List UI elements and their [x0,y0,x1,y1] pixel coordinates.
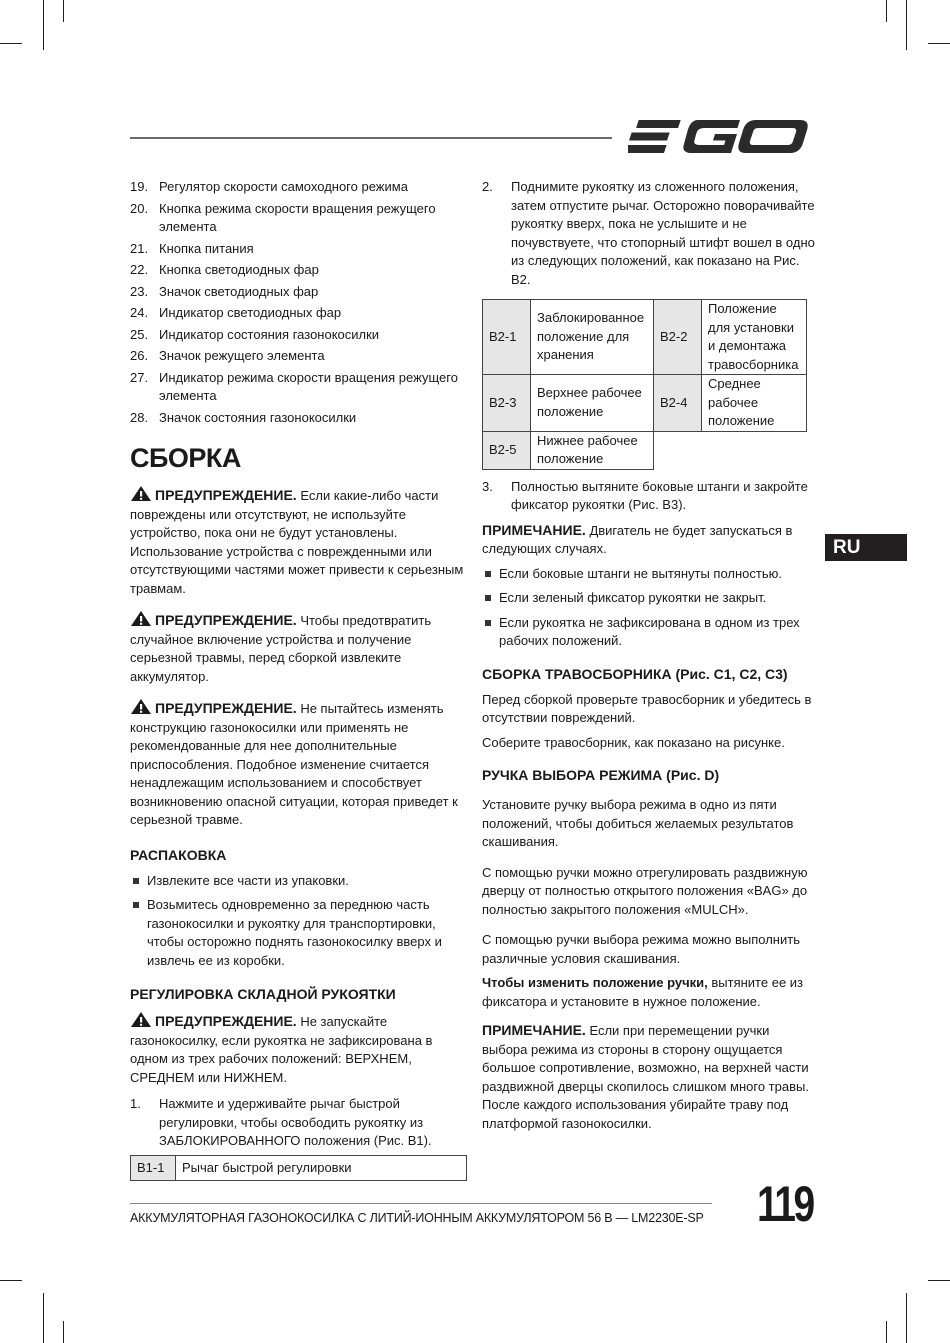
list-item: 1. Нажмите и удерживайте рычаг быстрой регулировки, чтобы освободить рукоятку из ЗАБЛОКИРОВАННОГО положения (Рис. B1). [130,1096,432,1148]
right-column [482,178,815,1139]
bullet-icon [482,589,499,608]
list-item: 27. Индикатор режима скорости вращения режущего элемента [130,369,458,403]
language-tab: RU [825,534,907,561]
header-rule [130,137,612,139]
steps-list [482,478,815,515]
list-item: 25. Индикатор состояния газонокосилки [130,326,380,342]
note-paragraph: ПРИМЕЧАНИЕ. Двигатель не будет запускаться в следующих случаях. [482,521,793,556]
list-item: 28. Значок состояния газонокосилки [130,409,357,425]
warning-icon [130,610,152,627]
list-item: 23. Значок светодиодных фар [130,283,319,299]
paragraph: С помощью ручки можно отрегулировать раздвижную дверцу от полностью открытого положения «BAG» до полностью закрытого положения «MULCH». [482,864,808,917]
list-item: 2. Поднимите рукоятку из сложенного положения, затем отпустите рычаг. Осторожно поворачивайте рукоятку вверх, пока не услышите и не почувствуете, что стопорный штифт вошел в одно из следующих положений, как показано на Рис. B2. [482,179,815,287]
note-label: ПРИМЕЧАНИЕ. [482,1022,586,1038]
unpack-heading: РАСПАКОВКА [130,846,227,863]
parts-list [130,178,467,427]
unpack-list [130,872,467,971]
paragraph: Чтобы изменить положение ручки, вытяните ее из фиксатора и установите в нужное положение. [482,975,804,1009]
note-paragraph: ПРИМЕЧАНИЕ. Если при перемещении ручки выбора режима из стороны в сторону ощущается большое сопротивление, возможно, на верхней части раздвижной дверцы скопилось слишком много травы. После каждого использования убирайте траву под платформой газонокосилки. [482,1022,809,1131]
table-value: Нижнее рабочее положение [531,431,654,469]
steps-list [482,178,815,289]
crop-mark [886,1321,887,1343]
list-item: 26. Значок режущего элемента [130,348,325,363]
list-item: Если зеленый фиксатор рукоятки не закрыт. [482,589,815,608]
note-label: ПРИМЕЧАНИЕ. [482,521,586,538]
table-value: Верхнее рабочее положение [531,375,654,432]
b2-table [482,299,807,470]
page-number: 119 [757,1176,813,1232]
table-key: B2-3 [483,375,531,432]
section-title: СБОРКА [130,443,241,473]
fold-heading: РЕГУЛИРОВКА СКЛАДНОЙ РУКОЯТКИ [130,986,396,1002]
footer-rule [130,1203,712,1204]
warning-paragraph: ПРЕДУПРЕЖДЕНИЕ. Чтобы предотвратить случайное включение устройства и получение серьезной травмы, перед сборкой извлеките аккумулятор. [130,612,432,684]
bullet-icon [482,614,499,651]
table-key: B2-5 [483,431,531,469]
bullet-icon [130,896,147,970]
paragraph: Соберите травосборник, как показано на рисунке. [482,734,785,750]
left-column [130,178,467,1181]
list-item: 20. Кнопка режима скорости вращения режущего элемента [130,200,436,234]
warning-paragraph: ПРЕДУПРЕЖДЕНИЕ. Не запускайте газонокосилку, если рукоятка не зафиксирована в одном из трех рабочих положений: ВЕРХНЕМ, СРЕДНЕМ или НИЖНЕМ. [130,1013,433,1085]
table-value: Среднее рабочее положение [702,375,807,432]
list-item: 22. Кнопка светодиодных фар [130,262,319,277]
paragraph: Установите ручку выбора режима в одно из пяти положений, чтобы добиться желаемых результатов скашивания. [482,797,794,849]
table-row [483,300,807,375]
table-value: Рычаг быстрой регулировки [176,1155,467,1181]
list-item: 24. Индикатор светодиодных фар [130,305,342,320]
paragraph: С помощью ручки выбора режима можно выполнить различные условия скашивания. [482,932,800,966]
crop-mark [906,0,907,50]
crop-mark [43,0,44,50]
table-value: Положение для установки и демонтажа травосборника [702,300,807,375]
warning-icon [130,485,152,502]
warning-label: ПРЕДУПРЕЖДЕНИЕ. [155,700,297,716]
warning-label: ПРЕДУПРЕЖДЕНИЕ. [155,1013,297,1029]
b1-table [130,1155,467,1182]
table-key: B2-2 [654,300,702,375]
crop-mark [906,1293,907,1343]
warning-paragraph: ПРЕДУПРЕЖДЕНИЕ. Если какие-либо части повреждены или отсутствуют, не используйте устройство, пока они не будут установлены. Использование устройства с поврежденными или отсутствующими частями может привести к серьезным травмам. [130,487,464,596]
table-row [483,431,807,469]
crop-mark [928,43,950,44]
bullet-icon [130,872,147,891]
crop-mark [43,1293,44,1343]
table-row [483,375,807,432]
warning-paragraph: ПРЕДУПРЕЖДЕНИЕ. Не пытайтесь изменять конструкцию газонокосилки или применять не рекомендованные для нее дополнительные приспособления. Подобное изменение считается ненадлежащим использованием и способствует возникновению опасной ситуации, которая приведет к серьезной травме. [130,700,458,827]
list-item: Если боковые штанги не вытянуты полностью. [482,565,815,584]
warning-icon [130,1011,152,1028]
bag-heading: СБОРКА ТРАВОСБОРНИКА (Рис. C1, C2, C3) [482,665,788,682]
steps-list [130,1095,467,1151]
paragraph: Перед сборкой проверьте травосборник и убедитесь в отсутствии повреждений. [482,691,812,725]
mode-heading: РУЧКА ВЫБОРА РЕЖИМА (Рис. D) [482,767,720,783]
note-list [482,565,815,651]
crop-mark [63,1321,64,1343]
warning-label: ПРЕДУПРЕЖДЕНИЕ. [155,612,297,628]
table-key: B2-4 [654,375,702,432]
list-item: 3. Полностью вытяните боковые штанги и закройте фиксатор рукоятки (Рис. B3). [482,478,808,512]
list-item: 19. Регулятор скорости самоходного режима [130,179,408,194]
table-key: B2-1 [483,300,531,375]
footer-text: АККУМУЛЯТОРНАЯ ГАЗОНОКОСИЛКА С ЛИТИЙ-ИОННЫМ АККУМУЛЯТОРОМ 56 В — LM2230E-SP [130,1211,704,1225]
list-item: Возьмитесь одновременно за переднюю часть газонокосилки и рукоятку для транспортировки, чтобы осторожно поднять газонокосилку вверх и извлечь ее из коробки. [130,896,467,970]
list-item: 21. Кнопка питания [130,240,254,256]
ego-logo [628,116,813,158]
table-key: B1-1 [131,1155,176,1181]
table-row [131,1155,467,1181]
crop-mark [0,43,22,44]
crop-mark [886,0,887,22]
list-item: Извлеките все части из упаковки. [130,872,467,891]
table-value: Заблокированное положение для хранения [531,300,654,375]
bullet-icon [482,565,499,584]
warning-label: ПРЕДУПРЕЖДЕНИЕ. [155,487,297,503]
crop-mark [63,0,64,22]
list-item: Если рукоятка не зафиксирована в одном из трех рабочих положений. [482,614,815,651]
warning-icon [130,698,152,715]
crop-mark [928,1280,950,1281]
crop-mark [0,1280,22,1281]
